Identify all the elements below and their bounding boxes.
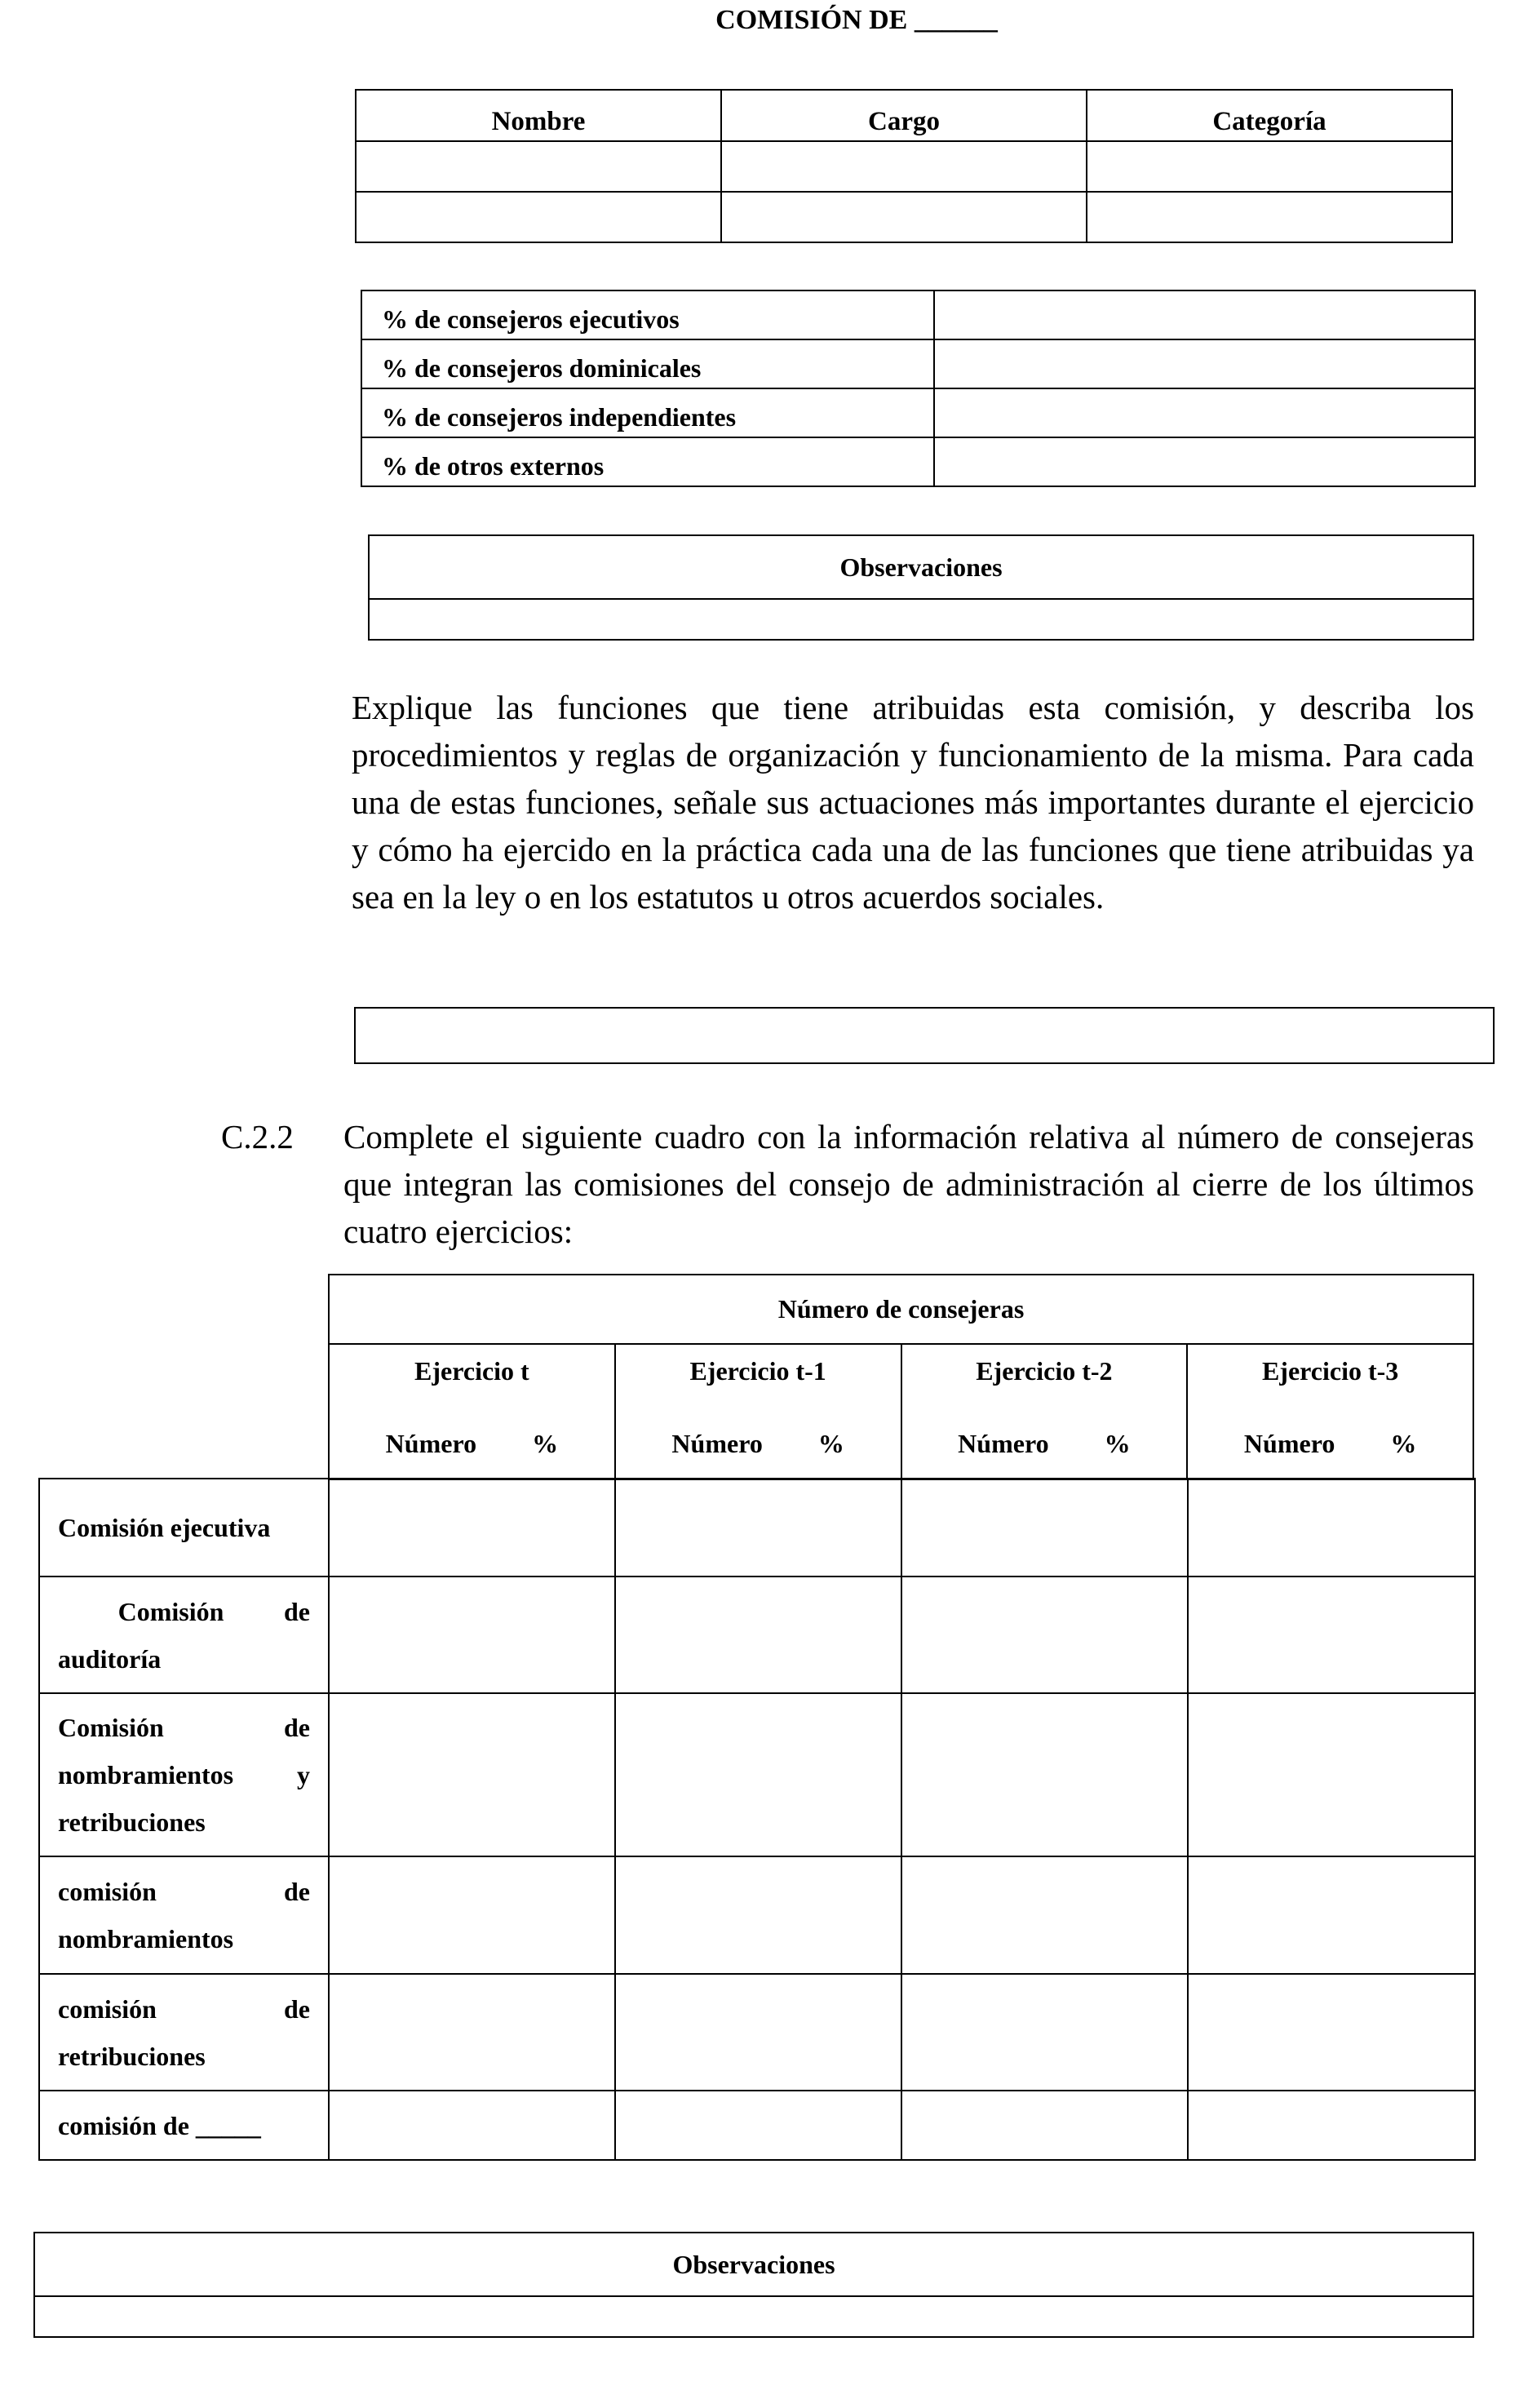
year-label: Ejercicio t xyxy=(414,1356,529,1386)
value-cell[interactable] xyxy=(615,1577,901,1693)
section-text: Complete el siguiente cuadro con la información relativa al número de consejeras que integran las comisiones del consejo de administración al cierre de los últimos cuatro ejercicios: xyxy=(343,1118,1474,1250)
percent-label-ejecutivos: % de consejeros ejecutivos xyxy=(361,290,934,339)
members-cell-nombre[interactable] xyxy=(356,192,721,242)
observaciones-input[interactable] xyxy=(369,599,1473,640)
number-percent-labels xyxy=(616,1429,901,1459)
number-label: Número xyxy=(385,1429,477,1458)
year-header-t-1 xyxy=(615,1344,901,1479)
value-cell[interactable] xyxy=(1188,1693,1475,1856)
members-cell-categoria[interactable] xyxy=(1087,141,1452,192)
page-title: COMISIÓN DE ______ xyxy=(715,5,998,35)
header-cargo: Cargo xyxy=(721,90,1087,141)
percent-label-independientes: % de consejeros independientes xyxy=(361,388,934,437)
value-cell[interactable] xyxy=(901,1693,1188,1856)
number-percent-labels xyxy=(902,1429,1187,1459)
percent-label-otros: % de otros externos xyxy=(361,437,934,486)
value-cell[interactable] xyxy=(329,1693,615,1856)
value-cell[interactable] xyxy=(901,1479,1188,1577)
numero-consejeras-header: Número de consejeras xyxy=(329,1275,1473,1344)
observaciones-table-1 xyxy=(368,534,1474,641)
members-cell-cargo[interactable] xyxy=(721,192,1087,242)
value-cell[interactable] xyxy=(329,1577,615,1693)
value-cell[interactable] xyxy=(615,1856,901,1974)
observaciones-table-2 xyxy=(33,2232,1474,2338)
value-cell[interactable] xyxy=(901,1856,1188,1974)
header-categoria: Categoría xyxy=(1087,90,1452,141)
value-cell[interactable] xyxy=(329,2091,615,2160)
row-label-comision-nombramientos: comisión de nombramientos xyxy=(39,1856,329,1974)
value-cell[interactable] xyxy=(615,1974,901,2091)
year-header-t xyxy=(329,1344,615,1479)
members-cell-categoria[interactable] xyxy=(1087,192,1452,242)
value-cell[interactable] xyxy=(901,1577,1188,1693)
year-label: Ejercicio t-2 xyxy=(976,1356,1113,1386)
year-label: Ejercicio t-3 xyxy=(1261,1356,1399,1386)
row-label-comision-ejecutiva: Comisión ejecutiva xyxy=(39,1479,329,1577)
number-label: Número xyxy=(1243,1429,1335,1458)
row-label-comision-retribuciones: comisión de retribuciones xyxy=(39,1974,329,2091)
percent-value-ejecutivos[interactable] xyxy=(934,290,1475,339)
functions-answer-box[interactable] xyxy=(354,1007,1495,1064)
percent-label: % xyxy=(1104,1429,1131,1458)
percent-table xyxy=(361,290,1476,487)
percent-label-dominicales: % de consejeros dominicales xyxy=(361,339,934,388)
number-label: Número xyxy=(671,1429,763,1458)
percent-value-independientes[interactable] xyxy=(934,388,1475,437)
functions-paragraph: Explique las funciones que tiene atribuidas esta comisión, y describa los procedimientos y reglas de organización y funcionamiento de la misma. Para cada una de estas funciones, señale sus actuaciones más importantes durante el ejercicio y cómo ha ejercido en la práctica cada una de las funciones que tiene atribuidas ya sea en la ley o en los estatutos u otros acuerdos sociales. xyxy=(352,689,1474,916)
value-cell[interactable] xyxy=(1188,1856,1475,1974)
number-percent-labels xyxy=(330,1429,614,1459)
value-cell[interactable] xyxy=(901,2091,1188,2160)
members-cell-nombre[interactable] xyxy=(356,141,721,192)
observaciones-label: Observaciones xyxy=(34,2233,1473,2296)
year-header-t-3 xyxy=(1187,1344,1473,1479)
number-label: Número xyxy=(958,1429,1049,1458)
members-table xyxy=(355,89,1453,243)
value-cell[interactable] xyxy=(615,2091,901,2160)
section-number: C.2.2 xyxy=(221,1118,294,1155)
value-cell[interactable] xyxy=(901,1974,1188,2091)
year-label: Ejercicio t-1 xyxy=(689,1356,826,1386)
value-cell[interactable] xyxy=(1188,1577,1475,1693)
year-header-t-2 xyxy=(901,1344,1188,1479)
consejeras-header-table xyxy=(328,1274,1474,1480)
value-cell[interactable] xyxy=(1188,2091,1475,2160)
value-cell[interactable] xyxy=(1188,1974,1475,2091)
value-cell[interactable] xyxy=(329,1479,615,1577)
row-label-comision-auditoria: Comisión de auditoría xyxy=(39,1577,329,1693)
percent-label: % xyxy=(532,1429,559,1458)
members-cell-cargo[interactable] xyxy=(721,141,1087,192)
percent-value-otros[interactable] xyxy=(934,437,1475,486)
percent-label: % xyxy=(817,1429,844,1458)
value-cell[interactable] xyxy=(615,1693,901,1856)
header-nombre: Nombre xyxy=(356,90,721,141)
observaciones-label: Observaciones xyxy=(369,535,1473,599)
row-label-comision-otra: comisión de _____ xyxy=(39,2091,329,2160)
number-percent-labels xyxy=(1188,1429,1473,1459)
consejeras-body-table xyxy=(38,1478,1476,2161)
observaciones-input[interactable] xyxy=(34,2296,1473,2337)
value-cell[interactable] xyxy=(329,1856,615,1974)
value-cell[interactable] xyxy=(1188,1479,1475,1577)
value-cell[interactable] xyxy=(615,1479,901,1577)
percent-value-dominicales[interactable] xyxy=(934,339,1475,388)
value-cell[interactable] xyxy=(329,1974,615,2091)
row-label-comision-nombramientos-retribuciones: Comisión de nombramientos y retribuciones xyxy=(39,1693,329,1856)
percent-label: % xyxy=(1390,1429,1417,1458)
